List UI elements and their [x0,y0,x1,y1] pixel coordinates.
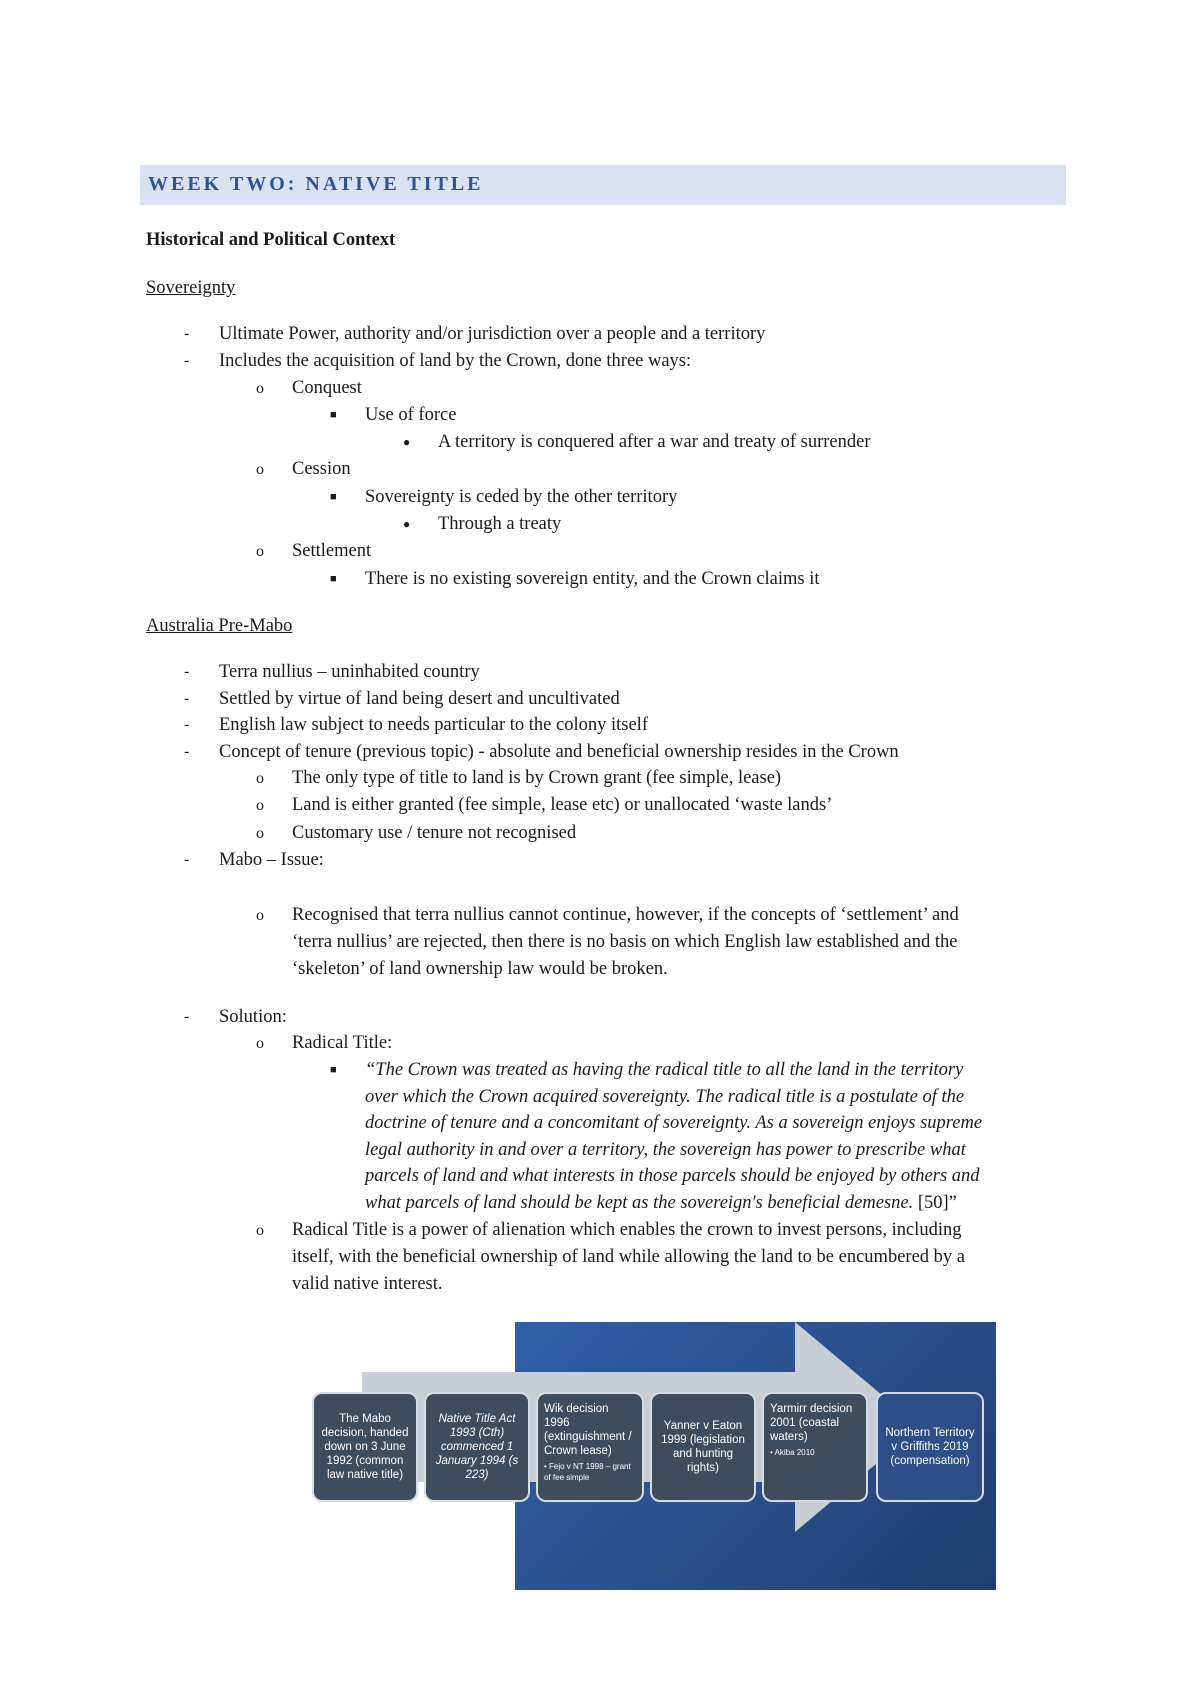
native-title-timeline [310,1322,996,1590]
circle-bullet: o [256,461,264,478]
pre-mabo-heading: Australia Pre-Mabo [146,616,293,636]
circle-bullet: o [256,380,264,397]
list-item: Settled by virtue of land being desert and uncultivated [219,689,620,709]
list-item: English law subject to needs particular to the colony itself [219,715,648,735]
list-item: The only type of title to land is by Crown grant (fee simple, lease) [292,768,782,788]
list-item: Concept of tenure (previous topic) - absolute and beneficial ownership resides in the Crown [219,742,899,762]
quote-line: “The Crown was treated as having the radical title to all the land in the territory [365,1060,964,1080]
issue-line: ‘skeleton’ of land ownership law would be broken. [292,959,668,979]
circle-bullet: o [256,825,264,842]
section-title: Historical and Political Context [146,230,396,250]
square-bullet: ■ [330,1064,337,1076]
alienation-line: Radical Title is a power of alienation which enables the crown to invest persons, including [292,1220,962,1240]
list-item: Conquest [292,378,362,398]
quote-line: parcels of land and what interests in those parcels should be enjoyed by others and [365,1166,980,1186]
list-item: Includes the acquisition of land by the Crown, done three ways: [219,351,692,371]
issue-line: ‘terra nullius’ are rejected, then there is no basis on which English law established and the [292,932,958,952]
list-item: Customary use / tenure not recognised [292,823,577,843]
circle-bullet: o [256,770,264,787]
dash-bullet: - [184,690,190,707]
list-item: Use of force [365,405,457,425]
list-item: Terra nullius – uninhabited country [219,662,480,682]
timeline-box-mabo [312,1392,418,1502]
dash-bullet: - [184,352,190,369]
list-item: Land is either granted (fee simple, lease etc) or unallocated ‘waste lands’ [292,795,833,815]
circle-bullet: o [256,1035,264,1052]
timeline-box-griffiths [876,1392,984,1502]
timeline-box-yanner [650,1392,756,1502]
list-item: There is no existing sovereign entity, and the Crown claims it [365,569,820,589]
alienation-line: valid native interest. [292,1274,443,1294]
dash-bullet: - [184,743,190,760]
timeline-box-wik [536,1392,644,1502]
dot-bullet: ● [403,517,411,531]
sovereignty-heading: Sovereignty [146,278,236,298]
quote-line: over which the Crown acquired sovereignty. The radical title is a postulate of the [365,1087,965,1107]
circle-bullet: o [256,907,264,924]
timeline-box-text: Yanner v Eaton 1999 (legislation and hunting rights) [661,1420,745,1474]
issue-line: Recognised that terra nullius cannot continue, however, if the concepts of ‘settlement’ and [292,905,959,925]
week-heading: WEEK TWO: NATIVE TITLE [148,173,484,195]
square-bullet: ■ [330,409,337,421]
quote-line: doctrine of tenure and a concomitant of sovereignty. As a sovereign enjoys supreme [365,1113,983,1133]
quote-line: legal authority in and over a territory, the sovereign has power to prescribe what [365,1140,966,1160]
timeline-box-text: The Mabo decision, handed down on 3 June 1992 (common law native title) [321,1413,409,1481]
timeline-box-yarmirr [762,1392,868,1502]
solution-label: Solution: [219,1007,287,1027]
week-heading-bar [140,165,1066,205]
quote-ref: [50]” [913,1193,957,1213]
alienation-line: itself, with the beneficial ownership of land while allowing the land to be encumbered by a [292,1247,965,1267]
list-item: Sovereignty is ceded by the other territory [365,487,678,507]
square-bullet: ■ [330,573,337,585]
radical-title-label: Radical Title: [292,1033,393,1053]
list-item: A territory is conquered after a war and treaty of surrender [438,432,871,452]
timeline-box-text: Native Title Act 1993 (Cth) commenced 1 January 1994 (s 223) [435,1413,519,1481]
list-item: Settlement [292,541,372,561]
quote-last-line [365,1191,957,1215]
dash-bullet: - [184,716,190,733]
list-item: Mabo – Issue: [219,850,324,870]
timeline-box-native-title-act [424,1392,530,1502]
circle-bullet: o [256,1222,264,1239]
timeline-box-text: Yarmirr decision 2001 (coastal waters) [770,1403,853,1443]
timeline-box-text: Northern Territory v Griffiths 2019 (compensation) [885,1427,975,1467]
list-item: Ultimate Power, authority and/or jurisdiction over a people and a territory [219,324,766,344]
quote-line: what parcels of land should be kept as the sovereign's beneficial demesne. [365,1193,914,1213]
list-item: Cession [292,459,351,479]
dash-bullet: - [184,1008,190,1025]
list-item: Through a treaty [438,514,562,534]
circle-bullet: o [256,543,264,560]
circle-bullet: o [256,797,264,814]
dash-bullet: - [184,663,190,680]
timeline-box-text: Wik decision 1996 (extinguishment / Crown lease) [544,1403,632,1457]
dot-bullet: ● [403,435,411,449]
square-bullet: ■ [330,491,337,503]
timeline-box-subtext: • Fejo v NT 1998 – grant of fee simple [544,1462,631,1482]
timeline-box-subtext: • Akiba 2010 [770,1448,815,1457]
dash-bullet: - [184,325,190,342]
dash-bullet: - [184,851,190,868]
